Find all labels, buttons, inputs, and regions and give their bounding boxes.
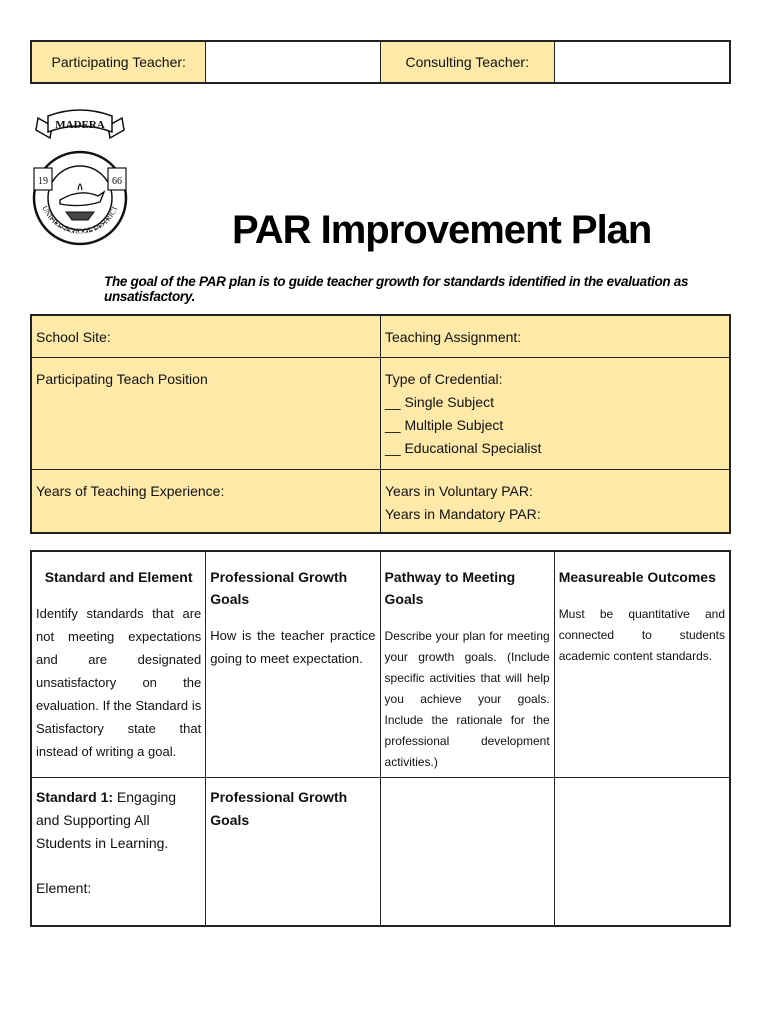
col-standard: [31, 551, 206, 778]
credential-label: Type of Credential:: [385, 370, 503, 387]
consulting-teacher-label: [380, 41, 554, 83]
consulting-teacher-field[interactable]: [554, 41, 730, 83]
credential-option-multiple[interactable]: __ Multiple Subject: [385, 416, 504, 433]
desc-pathway: Describe your plan for meeting your growth goals. (Include specific activities that will help you achieve your goals. Include the rationale for the professional development activities.): [384, 629, 550, 769]
logo-text-madera: MADERA: [55, 119, 105, 131]
standard-1-label: Standard 1:: [36, 789, 114, 805]
logo-text-district: UNIFIED SCHOOL DISTRICT: [40, 204, 120, 236]
header-pathway: Pathway to Meeting Goals: [384, 569, 516, 607]
desc-standard-element: Identify standards that are not meeting expectations and are designated unsatisfactory on the evaluation. If the Standard is Satisfactory state that instead of writing a goal.: [36, 606, 202, 759]
consulting-teacher-label-text: Consulting Teacher:: [405, 54, 529, 70]
logo-year-left: 19: [38, 176, 48, 187]
school-site-cell[interactable]: [31, 315, 381, 357]
logo-year-right: 66: [112, 176, 122, 187]
standard-1-text: Engaging and Supporting All Students in Learning.: [36, 789, 177, 851]
years-experience-label: Years of Teaching Experience:: [36, 482, 225, 499]
par-years-cell[interactable]: [381, 469, 731, 533]
header-growth-goals: Professional Growth Goals: [210, 569, 348, 607]
credential-cell[interactable]: [381, 357, 731, 469]
credential-option-single[interactable]: __ Single Subject: [385, 393, 494, 410]
position-cell[interactable]: [31, 357, 381, 469]
teaching-assignment-label: Teaching Assignment:: [385, 329, 522, 345]
desc-growth-goals: How is the teacher practice going to meet expectation.: [210, 628, 376, 666]
participating-teacher-field[interactable]: [206, 41, 380, 83]
district-seal-logo: [30, 108, 130, 253]
standard-1-cell[interactable]: [31, 778, 206, 926]
pathway-cell[interactable]: [380, 778, 554, 926]
school-site-label: School Site:: [36, 329, 111, 345]
element-label: Element:: [36, 880, 92, 896]
participating-teacher-label-text: Participating Teacher:: [51, 54, 186, 70]
col-pathway: [380, 551, 554, 778]
header-outcomes: Measureable Outcomes: [558, 569, 716, 585]
outcomes-cell[interactable]: [554, 778, 730, 926]
participating-teacher-label: [31, 41, 206, 83]
years-experience-cell[interactable]: [31, 469, 381, 533]
page-title: PAR Improvement Plan: [232, 208, 652, 252]
years-voluntary-label: Years in Voluntary PAR:: [385, 482, 533, 499]
position-label: Participating Teach Position: [36, 370, 208, 387]
growth-goals-cell[interactable]: [206, 778, 380, 926]
teacher-header-table: [30, 40, 731, 84]
credential-option-specialist[interactable]: __ Educational Specialist: [385, 439, 542, 456]
page-subtitle: The goal of the PAR plan is to guide teacher growth for standards identified in the evaluation as unsatisfactory.: [104, 274, 689, 304]
desc-outcomes: Must be quantitative and connected to students academic content standards.: [558, 607, 725, 663]
header-standard-element: Standard and Element: [44, 569, 193, 585]
years-mandatory-label: Years in Mandatory PAR:: [385, 505, 541, 522]
teaching-assignment-cell[interactable]: [381, 315, 731, 357]
teacher-info-table: [30, 314, 731, 534]
standards-table: [30, 550, 731, 927]
col-goals: [206, 551, 380, 778]
growth-goals-label: Professional Growth Goals: [210, 789, 348, 828]
col-outcomes: [554, 551, 730, 778]
